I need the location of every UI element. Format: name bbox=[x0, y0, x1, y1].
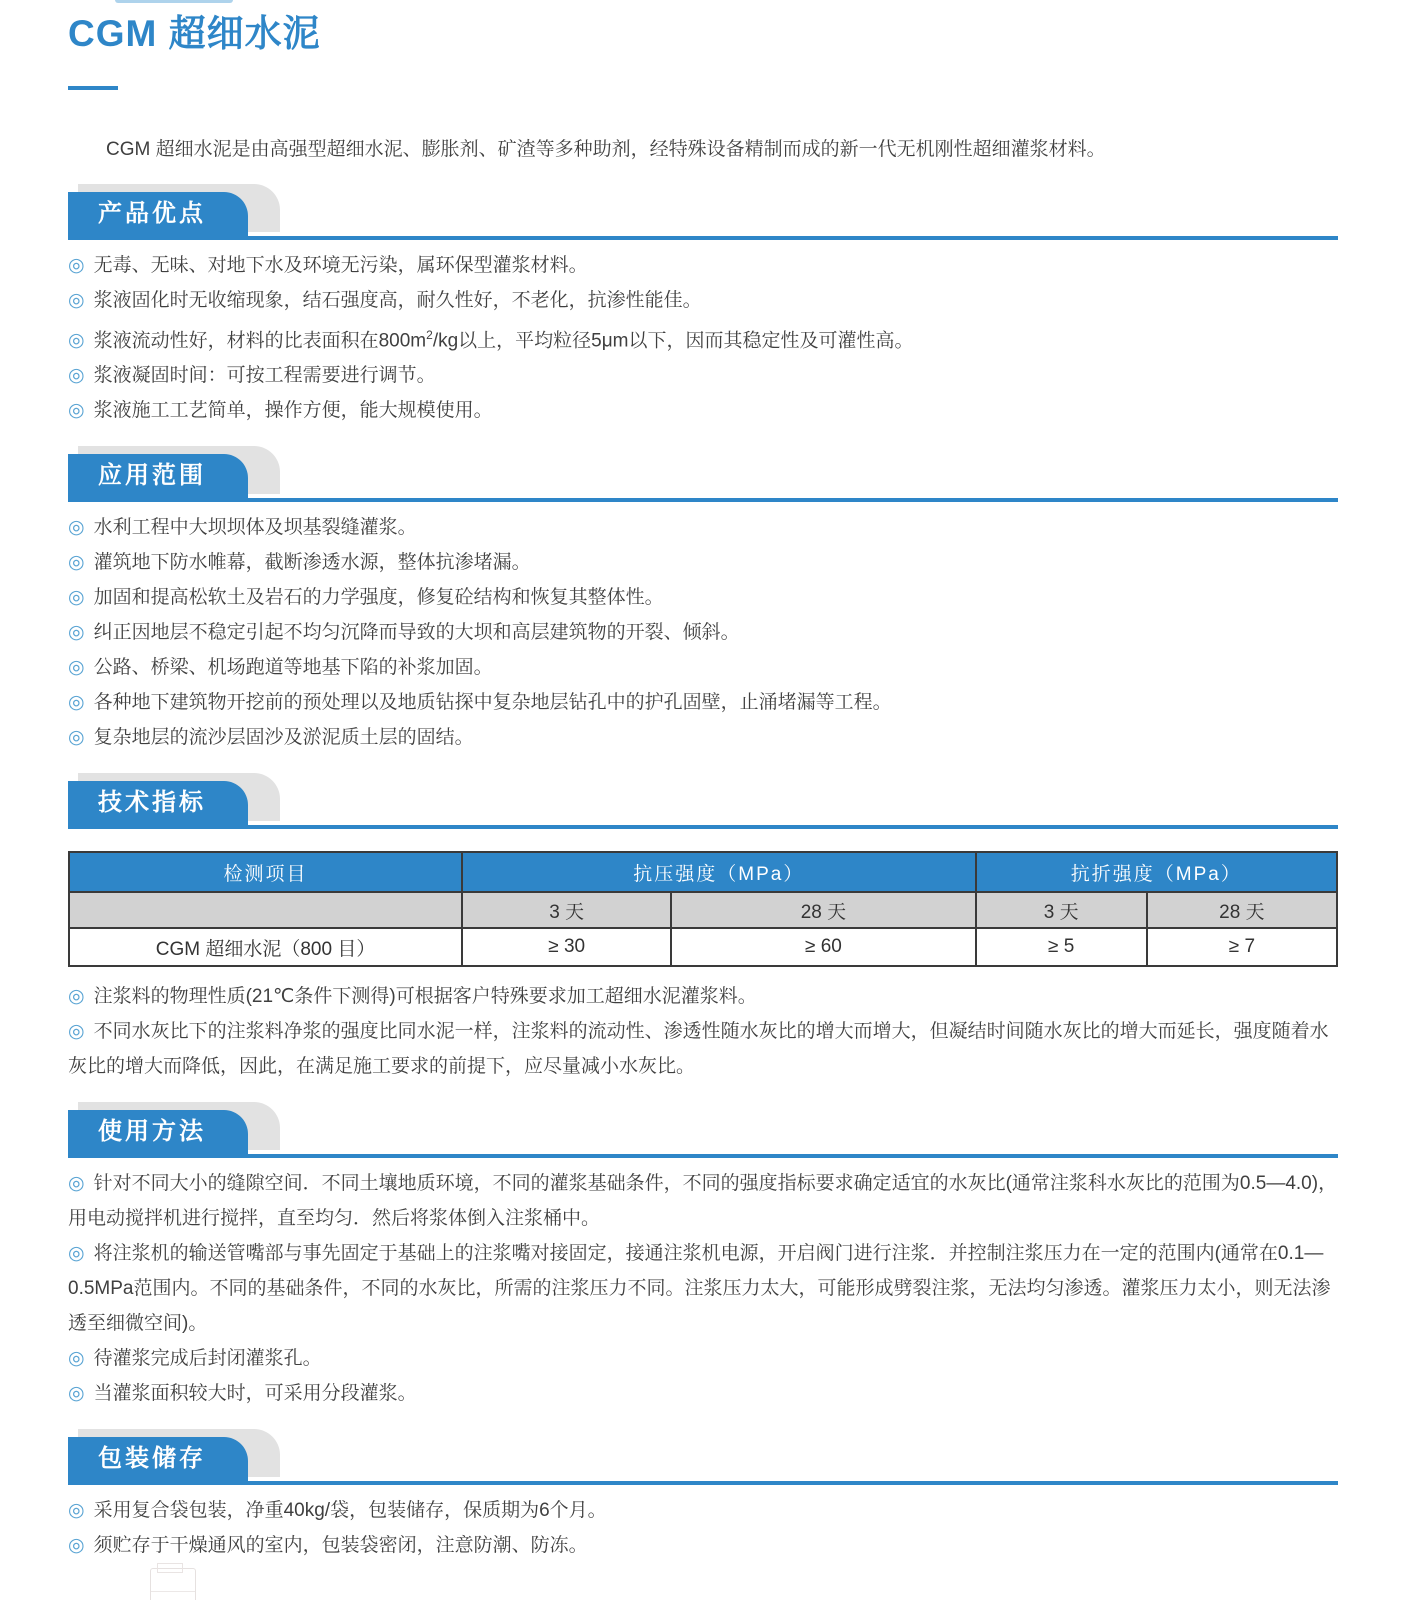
list-item-text: 将注浆机的输送管嘴部与事先固定于基础上的注浆嘴对接固定，接通注浆机电源，开启阀门进行注浆．并控制注浆压力在一定的范围内(通常在0.1—0.5MPa范围内。不同的基础条件，不同的水灰比，所需的注浆压力不同。注浆压力太大，可能形成劈裂注浆，无法均匀渗透。灌浆压力太小，则无法渗透至细微空间)。 bbox=[68, 1243, 1331, 1335]
list-item bbox=[68, 1493, 1338, 1528]
product-name-cell: CGM 超细水泥（800 目） bbox=[69, 928, 462, 966]
ring-bullet-icon: ◎ bbox=[68, 330, 85, 352]
section-tab bbox=[68, 781, 248, 825]
intro-paragraph: CGM 超细水泥是由高强型超细水泥、膨胀剂、矿渣等多种助剂，经特殊设备精制而成的新一代无机刚性超细灌浆材料。 bbox=[106, 139, 1106, 160]
ring-bullet-icon: ◎ bbox=[68, 1383, 85, 1405]
cropped-decoration-top bbox=[115, 0, 233, 3]
ring-bullet-icon: ◎ bbox=[68, 552, 85, 574]
section-underline bbox=[68, 825, 1338, 829]
ring-bullet-icon: ◎ bbox=[68, 727, 85, 749]
specs-table bbox=[68, 851, 1338, 967]
section-underline bbox=[68, 498, 1338, 502]
ring-bullet-icon: ◎ bbox=[68, 1500, 85, 1522]
ring-bullet-icon: ◎ bbox=[68, 517, 85, 539]
ring-bullet-icon: ◎ bbox=[68, 290, 85, 311]
list-item bbox=[68, 283, 1338, 318]
value-cell: ≥ 5 bbox=[976, 928, 1147, 966]
list-item-text: 须贮存于干燥通风的室内，包装袋密闭，注意防潮、防冻。 bbox=[93, 1535, 588, 1557]
list-item bbox=[68, 545, 1338, 580]
list-item-text: 浆液固化时无收缩现象，结石强度高，耐久性好，不老化，抗渗性能佳。 bbox=[93, 290, 702, 311]
section-header-application bbox=[68, 454, 1338, 502]
list-item-text: 注浆料的物理性质(21℃条件下测得)可根据客户特殊要求加工超细水泥灌浆料。 bbox=[93, 986, 757, 1008]
column-header-compressive: 抗压强度（MPa） bbox=[462, 852, 976, 892]
value-cell: ≥ 30 bbox=[462, 928, 671, 966]
list-item bbox=[68, 650, 1338, 685]
value-cell: ≥ 60 bbox=[671, 928, 975, 966]
list-item bbox=[68, 1236, 1338, 1341]
ring-bullet-icon: ◎ bbox=[68, 1021, 85, 1043]
ring-bullet-icon: ◎ bbox=[68, 400, 85, 422]
section-tab bbox=[68, 192, 248, 236]
list-item bbox=[68, 318, 1338, 358]
title-underline bbox=[68, 86, 118, 90]
list-item bbox=[68, 580, 1338, 615]
section-tab bbox=[68, 1110, 248, 1154]
subheader-cell: 28 天 bbox=[671, 892, 975, 928]
table-row bbox=[69, 928, 1337, 966]
specs-notes-list bbox=[68, 979, 1338, 1084]
section-underline bbox=[68, 1154, 1338, 1158]
subheader-cell: 28 天 bbox=[1147, 892, 1337, 928]
column-header-flexural: 抗折强度（MPa） bbox=[976, 852, 1337, 892]
ring-bullet-icon: ◎ bbox=[68, 986, 85, 1008]
section-heading: 技术指标 bbox=[98, 789, 206, 817]
section-heading: 应用范围 bbox=[98, 462, 206, 490]
cement-bag-watermark-image bbox=[150, 1568, 196, 1600]
list-item-text: 针对不同大小的缝隙空间．不同土壤地质环境，不同的灌浆基础条件，不同的强度指标要求确定适宜的水灰比(通常注浆科水灰比的范围为0.5—4.0)，用电动搅拌机进行搅拌，直至均匀．然后将浆体倒入注浆桶中。 bbox=[68, 1173, 1338, 1230]
list-item-text: 浆液施工工艺简单，操作方便，能大规模使用。 bbox=[93, 400, 493, 422]
value-cell: ≥ 7 bbox=[1147, 928, 1337, 966]
list-item-text: 纠正因地层不稳定引起不均匀沉降而导致的大坝和高层建筑物的开裂、倾斜。 bbox=[93, 622, 740, 644]
table-subheader-row bbox=[69, 892, 1337, 928]
section-underline bbox=[68, 236, 1338, 240]
list-item bbox=[68, 1376, 1338, 1411]
column-header-test-item: 检测项目 bbox=[69, 852, 462, 892]
table-header-row bbox=[69, 852, 1337, 892]
list-item-text: 无毒、无味、对地下水及环境无污染，属环保型灌浆材料。 bbox=[93, 255, 588, 276]
list-item bbox=[68, 1528, 1338, 1563]
section-header-packing bbox=[68, 1437, 1338, 1485]
ring-bullet-icon: ◎ bbox=[68, 587, 85, 609]
list-item bbox=[68, 1166, 1338, 1236]
list-item-text: 水利工程中大坝坝体及坝基裂缝灌浆。 bbox=[93, 517, 417, 539]
list-item bbox=[68, 248, 1338, 283]
list-item-text: /kg以上，平均粒径5μm以下，因而其稳定性及可灌性高。 bbox=[432, 330, 914, 352]
ring-bullet-icon: ◎ bbox=[68, 622, 85, 644]
list-item bbox=[68, 615, 1338, 650]
ring-bullet-icon: ◎ bbox=[68, 657, 85, 679]
section-tab bbox=[68, 1437, 248, 1481]
ring-bullet-icon: ◎ bbox=[68, 365, 85, 387]
application-list bbox=[68, 510, 1338, 755]
ring-bullet-icon: ◎ bbox=[68, 692, 85, 714]
section-heading: 包装储存 bbox=[98, 1445, 206, 1473]
ring-bullet-icon: ◎ bbox=[68, 1535, 85, 1557]
section-heading: 使用方法 bbox=[98, 1118, 206, 1146]
usage-list bbox=[68, 1166, 1338, 1411]
bag-band-outline bbox=[151, 1591, 195, 1600]
list-item-text: 浆液凝固时间：可按工程需要进行调节。 bbox=[93, 365, 436, 387]
list-item-text: 各种地下建筑物开挖前的预处理以及地质钻探中复杂地层钻孔中的护孔固壁，止涌堵漏等工程。 bbox=[93, 692, 892, 714]
list-item bbox=[68, 685, 1338, 720]
list-item-text: 采用复合袋包装，净重40kg/袋，包装储存，保质期为6个月。 bbox=[93, 1500, 607, 1522]
list-item bbox=[68, 979, 1338, 1014]
bag-flap-outline bbox=[157, 1563, 183, 1573]
section-heading: 产品优点 bbox=[98, 200, 206, 227]
subheader-cell: 3 天 bbox=[462, 892, 671, 928]
section-header-advantages bbox=[68, 192, 1338, 240]
list-item-text: 复杂地层的流沙层固沙及淤泥质土层的固结。 bbox=[93, 727, 474, 749]
list-item-text: 加固和提高松软土及岩石的力学强度，修复砼结构和恢复其整体性。 bbox=[93, 587, 664, 609]
list-item-text: 当灌浆面积较大时，可采用分段灌浆。 bbox=[93, 1383, 417, 1405]
advantages-list bbox=[68, 248, 1338, 428]
section-underline bbox=[68, 1481, 1338, 1485]
section-tab bbox=[68, 454, 248, 498]
subheader-empty-cell bbox=[69, 892, 462, 928]
list-item bbox=[68, 1014, 1338, 1084]
ring-bullet-icon: ◎ bbox=[68, 1243, 85, 1265]
list-item bbox=[68, 1341, 1338, 1376]
ring-bullet-icon: ◎ bbox=[68, 255, 85, 276]
list-item bbox=[68, 358, 1338, 393]
list-item-text: 灌筑地下防水帷幕，截断渗透水源，整体抗渗堵漏。 bbox=[93, 552, 531, 574]
list-item bbox=[68, 393, 1338, 428]
superscript: 2 bbox=[426, 328, 433, 342]
ring-bullet-icon: ◎ bbox=[68, 1348, 85, 1370]
list-item bbox=[68, 510, 1338, 545]
section-header-specs bbox=[68, 781, 1338, 829]
ring-bullet-icon: ◎ bbox=[68, 1173, 85, 1195]
list-item-text: 待灌浆完成后封闭灌浆孔。 bbox=[93, 1348, 322, 1370]
list-item-text: 不同水灰比下的注浆料净浆的强度比同水泥一样，注浆料的流动性、渗透性随水灰比的增大而增大，但凝结时间随水灰比的增大而延长，强度随着水灰比的增大而降低，因此，在满足施工要求的前提下，应尽量减小水灰比。 bbox=[68, 1021, 1329, 1078]
section-header-usage bbox=[68, 1110, 1338, 1158]
packing-list bbox=[68, 1493, 1338, 1563]
list-item bbox=[68, 720, 1338, 755]
page-title: CGM 超细水泥 bbox=[68, 13, 321, 54]
subheader-cell: 3 天 bbox=[976, 892, 1147, 928]
list-item-text: 浆液流动性好，材料的比表面积在800m bbox=[93, 330, 427, 352]
list-item-text: 公路、桥梁、机场跑道等地基下陷的补浆加固。 bbox=[93, 657, 493, 679]
